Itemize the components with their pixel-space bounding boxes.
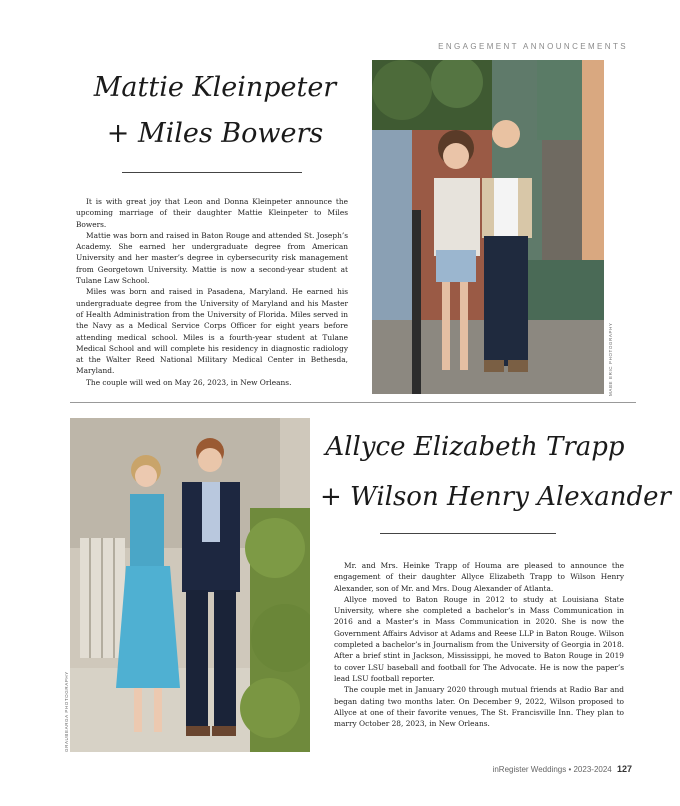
paragraph: Mattie was born and raised in Baton Rouge and attended St. Joseph’s Academy. She earned her undergraduate degree from American University and her master’s degree in cybersecurity risk management from Georgetown University. Mattie is now a second-year student at Tulane Law School.	[76, 230, 348, 286]
paragraph: It is with great joy that Leon and Donna Kleinpeter announce the upcoming marriage of their daughter Mattie Kleinpeter to Miles Bowers.	[76, 197, 348, 229]
paragraph: The couple met in January 2020 through mutual friends at Radio Bar and began dating two months later. On December 9, 2022, Wilson proposed to Allyce at one of their favorite venues, The St. Francisville Inn. They plan to marry October 28, 2023, in New Orleans.	[334, 685, 624, 729]
couple1-name-line2: + Miles Bowers	[106, 118, 324, 149]
paragraph: Miles was born and raised in Pasadena, Maryland. He earned his undergraduate degree from the University of Maryland and his Master of Health Administration from the University of Florida. Miles served in the Navy as a Medical Service Corps Officer for eight years before attending medical school. Miles is a fourth-year student at Tulane Medical School and will complete his residency in diagnostic radiology at the Walter Reed National Military Medical Center in Bethesda, Maryland.	[76, 287, 348, 376]
couple2-photo	[70, 418, 310, 752]
couple2-photo-credit: GRAUBEARGA PHOTOGRAPHY	[64, 671, 69, 752]
couple2-divider	[380, 533, 556, 534]
couple1-photo	[372, 60, 604, 394]
paragraph: Allyce moved to Baton Rouge in 2012 to study at Louisiana State University, where she completed a bachelor’s in Mass Communication in 2016 and a Master’s in Mass Communication in 2020. She is now the Government Affairs Advisor at Adams and Reese LLP in Baton Rouge. Wilson completed a bachelor’s in Journalism from the University of Georgia in 2018. After a brief stint in Jackson, Mississippi, he moved to Baton Rouge in 2019 to cover LSU baseball and football for The Advocate. He is now the paper’s lead LSU football reporter.	[334, 594, 624, 683]
couple2-announcement-text	[334, 560, 624, 729]
couple1-divider	[122, 172, 302, 173]
section-divider	[70, 402, 636, 403]
section-label: ENGAGEMENT ANNOUNCEMENTS	[438, 42, 628, 51]
couple1-photo-credit: MABE ERIC PHOTOGRAPHY	[608, 322, 613, 396]
couple2-name-line2: + Wilson Henry Alexander	[320, 482, 671, 512]
page-footer	[493, 764, 632, 774]
page-number: 127	[616, 764, 632, 774]
couple1-announcement-text	[76, 196, 348, 388]
couple2-name-line1: Allyce Elizabeth Trapp	[325, 432, 625, 462]
publication-name: inRegister Weddings • 2023-2024	[492, 765, 612, 774]
couple1-name-line1: Mattie Kleinpeter	[93, 72, 337, 103]
paragraph: Mr. and Mrs. Heinke Trapp of Houma are pleased to announce the engagement of their daughter Allyce Elizabeth Trapp to Wilson Henry Alexander, son of Mr. and Mrs. Doug Alexander of Atlanta.	[334, 561, 624, 593]
paragraph: The couple will wed on May 26, 2023, in New Orleans.	[86, 377, 292, 387]
